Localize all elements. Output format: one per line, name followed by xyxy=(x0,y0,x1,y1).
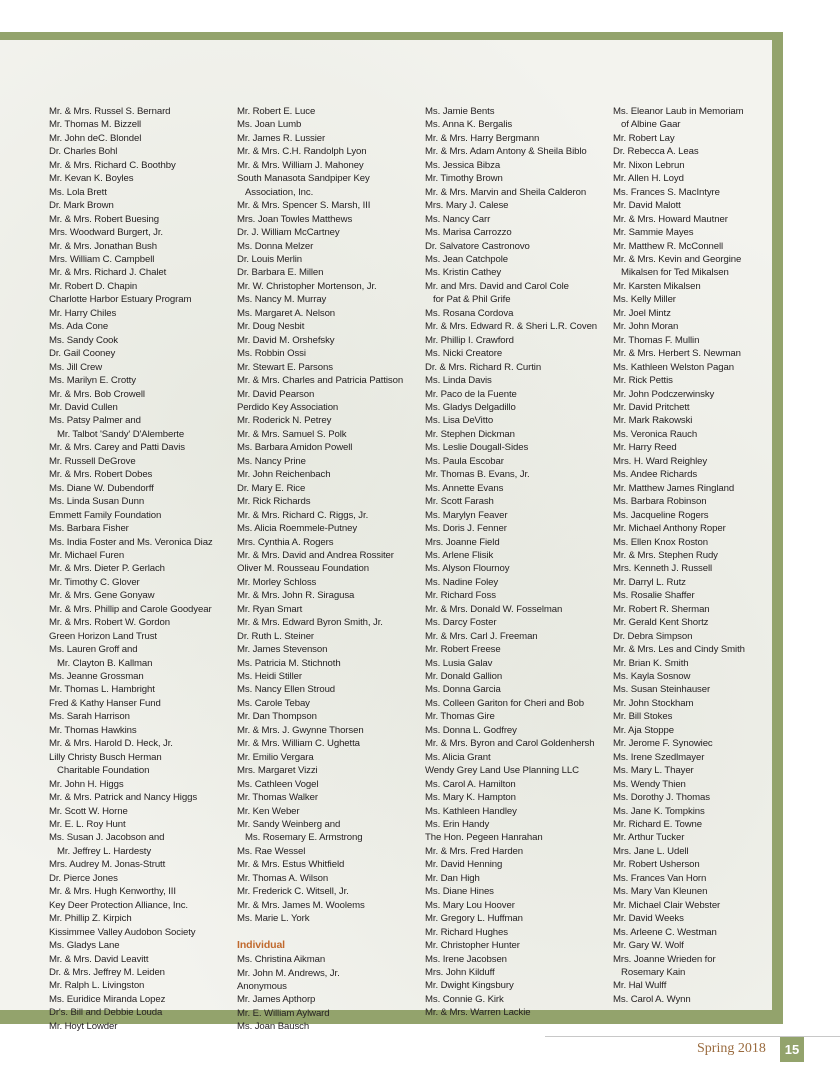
donor-name: Mr. & Mrs. Bob Crowell xyxy=(49,388,145,400)
donor-name: Mr. & Mrs. Stephen Rudy xyxy=(613,549,718,561)
donor-name: Emmett Family Foundation xyxy=(49,509,162,521)
donor-name: Mr. Thomas M. Bizzell xyxy=(49,119,142,131)
donor-name: Mr. Thomas A. Wilson xyxy=(237,872,329,884)
donor-name: Mr. & Mrs. Charles and Patricia Pattison xyxy=(237,375,404,387)
donor-name: Green Horizon Land Trust xyxy=(49,630,157,642)
donor-name: Mr. Frederick C. Witsell, Jr. xyxy=(237,886,349,898)
donor-name: Dr. J. William McCartney xyxy=(237,227,340,239)
donor-name: Mr. & Mrs. Spencer S. Marsh, III xyxy=(237,200,371,212)
donor-name: Mr. & Mrs. Warren Lackie xyxy=(425,1007,531,1019)
donor-name: Mr. E. William Aylward xyxy=(237,1007,330,1019)
donor-name: Mr. Allen H. Loyd xyxy=(613,173,684,185)
donor-name: Mr. Thomas L. Hambright xyxy=(49,684,155,696)
donor-name: Charlotte Harbor Estuary Program xyxy=(49,294,192,306)
donor-name: Mr. Ryan Smart xyxy=(237,603,303,615)
donor-name: Mr. & Mrs. David and Andrea Rossiter xyxy=(237,549,394,561)
donor-name: Mr. Robert Usherson xyxy=(613,859,700,871)
donor-name: Mr. Timothy Brown xyxy=(425,173,503,185)
donor-name: Mr. & Mrs. Marvin and Sheila Calderon xyxy=(425,186,587,198)
donor-name: Mr. David Malott xyxy=(613,200,681,212)
donor-name: Mr. & Mrs. Richard C. Riggs, Jr. xyxy=(237,509,369,521)
donor-name: Mr. Rick Pettis xyxy=(613,375,673,387)
donor-name: Mr. & Mrs. Russel S. Bernard xyxy=(49,106,171,117)
donor-name: Ms. Barbara Robinson xyxy=(613,496,707,508)
donor-name: Mr. James Stevenson xyxy=(237,644,328,656)
donor-name: Dr. Pierce Jones xyxy=(49,872,118,884)
donor-name: Ms. Carol A. Hamilton xyxy=(425,778,516,790)
donor-name: Mr. & Mrs. Robert Buesing xyxy=(49,213,159,225)
donor-name: Ms. Marie L. York xyxy=(237,913,310,925)
donor-name: Ms. Diane Hines xyxy=(425,886,494,898)
donor-name: Ms. Kristin Cathey xyxy=(425,267,502,279)
donor-name: Mr. Gerald Kent Shortz xyxy=(613,617,709,629)
donor-name: Mr. Brian K. Smith xyxy=(613,657,689,669)
donor-name: Dr. Gail Cooney xyxy=(49,348,116,360)
donor-name: Ms. Susan J. Jacobson and xyxy=(49,832,165,844)
donor-name-continuation: for Pat & Phil Grife xyxy=(433,294,511,306)
donor-name: Mr. James Apthorp xyxy=(237,994,316,1006)
donor-name: Mr. Morley Schloss xyxy=(237,576,317,588)
donor-name: Mrs. William C. Campbell xyxy=(49,253,155,265)
donor-name: Ms. Mary Van Kleunen xyxy=(613,886,708,898)
donor-name: Mr. Arthur Tucker xyxy=(613,832,685,844)
donor-name: Dr. Rebecca A. Leas xyxy=(613,146,699,158)
donor-name: Mr. Russell DeGrove xyxy=(49,455,136,467)
donor-name: Ms. Barbara Amidon Powell xyxy=(237,442,353,454)
donor-name: Ms. Doris J. Fenner xyxy=(425,523,507,535)
donor-name: Ms. Robbin Ossi xyxy=(237,348,306,360)
donor-name: Mr. Gregory L. Huffman xyxy=(425,913,523,925)
donor-name: Ms. Mary K. Hampton xyxy=(425,792,516,804)
donor-name: Ms. Patsy Palmer and xyxy=(49,415,141,427)
donor-name: Mr. & Mrs. Samuel S. Polk xyxy=(237,428,347,440)
donor-name: Mrs. Joanne Wrieden for xyxy=(613,953,716,965)
donor-name: Oliver M. Rousseau Foundation xyxy=(237,563,370,575)
donor-name: Ms. Diane W. Dubendorff xyxy=(49,482,154,494)
donor-name: Mr. & Mrs. Estus Whitfield xyxy=(237,859,345,871)
donor-name: Mr. Darryl L. Rutz xyxy=(613,576,686,588)
donor-name: Mr. Thomas Gire xyxy=(425,711,495,723)
donor-name: Mr. & Mrs. Robert Dobes xyxy=(49,469,153,481)
donor-name: Mr. Hal Wulff xyxy=(613,980,667,992)
donor-name: Ms. Nadine Foley xyxy=(425,576,499,588)
donor-name: Mr. & Mrs. Patrick and Nancy Higgs xyxy=(49,792,198,804)
donor-name: Ms. Nancy M. Murray xyxy=(237,294,327,306)
donor-column-1 xyxy=(49,105,213,1033)
donor-name: Mr. Scott W. Horne xyxy=(49,805,128,817)
donor-name: Mrs. Kenneth J. Russell xyxy=(613,563,713,575)
donor-name: Ms. Ada Cone xyxy=(49,321,109,333)
donor-name: Ms. Marilyn E. Crotty xyxy=(49,375,136,387)
donor-name: Dr's. Bill and Debbie Louda xyxy=(49,1007,163,1019)
donor-name: Mr. Thomas Hawkins xyxy=(49,724,137,736)
donor-name: Mr. John deC. Blondel xyxy=(49,132,142,144)
donor-name: Mr. Michael Anthony Roper xyxy=(613,523,726,535)
donor-name: Fred & Kathy Hanser Fund xyxy=(49,697,161,709)
donor-name: Ms. Frances S. MacIntyre xyxy=(613,186,720,198)
donor-name: Mr. & Mrs. Howard Mautner xyxy=(613,213,728,225)
donor-name: Ms. Rosalie Shaffer xyxy=(613,590,695,602)
donor-name: Ms. India Foster and Ms. Veronica Diaz xyxy=(49,536,213,548)
donor-column-2 xyxy=(237,105,403,1034)
donor-name: Dr. & Mrs. Jeffrey M. Leiden xyxy=(49,967,165,978)
donor-name: Mr. E. L. Roy Hunt xyxy=(49,819,126,831)
donor-name: Mr. & Mrs. Gene Gonyaw xyxy=(49,590,155,602)
donor-name: Mr. Dwight Kingsbury xyxy=(425,980,514,992)
donor-name: Dr. Salvatore Castronovo xyxy=(425,240,530,252)
donor-name: Mr. David Henning xyxy=(425,859,503,871)
donor-name: Ms. Gladys Lane xyxy=(49,940,120,952)
donor-name: Ms. Lola Brett xyxy=(49,186,107,198)
donor-name: Mr. Richard E. Towne xyxy=(613,819,702,831)
donor-name: Ms. Joan Bausch xyxy=(237,1021,310,1033)
donor-name: Ms. Jane K. Tompkins xyxy=(613,805,705,817)
donor-name: Ms. Kelly Miller xyxy=(613,294,676,306)
donor-name: South Manasota Sandpiper Key xyxy=(237,173,370,185)
donor-name: Ms. Arlene Flisik xyxy=(425,549,494,561)
donor-name: Ms. Arleene C. Westman xyxy=(613,926,717,938)
donor-name: Mr. & Mrs. J. Gwynne Thorsen xyxy=(237,724,364,736)
donor-name: Ms. Dorothy J. Thomas xyxy=(613,792,710,804)
donor-name: Ms. Kathleen Welston Pagan xyxy=(613,361,734,373)
donor-name: Mr. Scott Farash xyxy=(425,496,494,508)
donor-name: Mr. Phillip I. Crawford xyxy=(425,334,514,346)
donor-column-4 xyxy=(613,105,745,1006)
donor-name: Ms. Cathleen Vogel xyxy=(237,778,319,790)
donor-name: Ms. Wendy Thien xyxy=(613,778,686,790)
donor-name: Ms. Christina Aikman xyxy=(237,954,326,966)
donor-name: Mrs. Audrey M. Jonas-Strutt xyxy=(49,859,166,871)
donor-name: Dr. Louis Merlin xyxy=(237,253,303,265)
donor-name: Mr. & Mrs. Edward R. & Sheri L.R. Coven xyxy=(425,321,598,333)
donor-name: Dr. & Mrs. Richard R. Curtin xyxy=(425,361,542,373)
donor-name: Ms. Sarah Harrison xyxy=(49,711,130,723)
donor-name: Wendy Grey Land Use Planning LLC xyxy=(425,765,579,777)
donor-name: Ms. Marisa Carrozzo xyxy=(425,227,512,239)
donor-list-panel xyxy=(0,40,772,1033)
donor-name: Mr. Phillip Z. Kirpich xyxy=(49,913,132,925)
donor-name: Ms. Jeanne Grossman xyxy=(49,671,144,683)
donor-name: Ms. Kayla Sosnow xyxy=(613,671,691,683)
donor-name-continuation: Mr. Clayton B. Kallman xyxy=(57,657,153,669)
donor-name: Ms. Eleanor Laub in Memoriam xyxy=(613,106,744,117)
donor-name: Ms. Ellen Knox Roston xyxy=(613,536,708,548)
donor-name: Mr. David Pritchett xyxy=(613,401,690,413)
donor-name: Dr. Barbara E. Millen xyxy=(237,267,324,279)
donor-name: Mr. Dan Thompson xyxy=(237,711,317,723)
donor-name: Mr. Stewart E. Parsons xyxy=(237,361,333,373)
donor-name: Mr. Ken Weber xyxy=(237,805,300,817)
donor-name: Ms. Donna L. Godfrey xyxy=(425,724,517,736)
donor-name: Ms. Darcy Foster xyxy=(425,617,497,629)
donor-name: Mr. Timothy C. Glover xyxy=(49,576,140,588)
donor-name: Mr. & Mrs. Kevin and Georgine xyxy=(613,253,742,265)
section-heading: Individual xyxy=(237,938,286,951)
donor-name: Ms. Linda Davis xyxy=(425,375,492,387)
donor-name: Ms. Nancy Prine xyxy=(237,455,306,467)
donor-name: Mr. Nixon Lebrun xyxy=(613,159,685,171)
donor-name: Ms. Joan Lumb xyxy=(237,119,302,131)
donor-name: Ms. Lauren Groff and xyxy=(49,644,138,656)
donor-name: Mr. Thomas B. Evans, Jr. xyxy=(425,469,530,481)
donor-name: Mr. & Mrs. Hugh Kenworthy, III xyxy=(49,886,176,898)
donor-name: Mr. Harry Chiles xyxy=(49,307,117,319)
donor-name: Mr. Rick Richards xyxy=(237,496,311,508)
donor-name: Mr. & Mrs. Richard J. Chalet xyxy=(49,267,167,279)
donor-name: Mr. Matthew James Ringland xyxy=(613,482,735,494)
donor-name: Ms. Leslie Dougall-Sides xyxy=(425,442,529,454)
donor-name: Mr. Robert E. Luce xyxy=(237,106,316,117)
donor-name: Mr. & Mrs. Edward Byron Smith, Jr. xyxy=(237,617,383,629)
donor-name: Anonymous xyxy=(237,981,287,992)
donor-name: Ms. Lusia Galav xyxy=(425,657,493,669)
donor-name: Ms. Sandy Cook xyxy=(49,334,118,346)
donor-name: Ms. Carol A. Wynn xyxy=(613,993,691,1005)
donor-name: Mr. John Reichenbach xyxy=(237,469,331,481)
donor-name: Mr. and Mrs. David and Carol Cole xyxy=(425,280,569,292)
donor-name: Ms. Jacqueline Rogers xyxy=(613,509,709,521)
donor-name: Mr. John M. Andrews, Jr. xyxy=(237,967,340,979)
donor-name: Mr. Christopher Hunter xyxy=(425,940,520,952)
donor-name: Ms. Nancy Carr xyxy=(425,213,491,225)
donor-name: Mr. Michael Furen xyxy=(49,549,125,561)
donor-name: Mr. Jerome F. Synowiec xyxy=(613,738,713,750)
donor-name: Ms. Rae Wessel xyxy=(237,845,306,857)
donor-name: Mr. Sammie Mayes xyxy=(613,227,694,239)
donor-name: Mr. James R. Lussier xyxy=(237,132,326,144)
donor-name: Mr. & Mrs. William J. Mahoney xyxy=(237,159,364,171)
donor-name: Mr. & Mrs. Carey and Patti Davis xyxy=(49,442,185,454)
donor-name: Mr. & Mrs. Phillip and Carole Goodyear xyxy=(49,603,212,615)
donor-name: Mr. & Mrs. Adam Antony & Sheila Biblo xyxy=(425,146,587,158)
donor-name: Ms. Jamie Bents xyxy=(425,106,495,117)
donor-name: Ms. Susan Steinhauser xyxy=(613,684,711,696)
donor-name: Mr. John Podczerwinsky xyxy=(613,388,715,400)
donor-name: Ms. Donna Garcia xyxy=(425,684,501,696)
donor-name: Mr. Robert R. Sherman xyxy=(613,603,710,615)
donor-name: Mr. & Mrs. Richard C. Boothby xyxy=(49,159,176,171)
donor-name: Dr. Charles Bohl xyxy=(49,146,118,158)
donor-name: Ms. Andee Richards xyxy=(613,469,698,481)
donor-name: The Hon. Pegeen Hanrahan xyxy=(425,832,543,844)
donor-name: Ms. Nicki Creatore xyxy=(425,348,503,360)
donor-name: Ms. Annette Evans xyxy=(425,482,504,494)
donor-name: Ms. Lisa DeVitto xyxy=(425,415,494,427)
donor-name: Mrs. Joan Towles Matthews xyxy=(237,213,353,225)
donor-name: Mr. Bill Stokes xyxy=(613,711,673,723)
donor-name: Ms. Mary L. Thayer xyxy=(613,765,694,777)
donor-name: Mr. & Mrs. Fred Harden xyxy=(425,845,524,857)
donor-name: Ms. Colleen Gariton for Cheri and Bob xyxy=(425,697,584,709)
donor-name: Ms. Alyson Flournoy xyxy=(425,563,510,575)
donor-name: Ms. Euridice Miranda Lopez xyxy=(49,993,166,1005)
donor-name: Mrs. Cynthia A. Rogers xyxy=(237,536,334,548)
donor-name: Ms. Irene Jacobsen xyxy=(425,953,507,965)
donor-name: Mrs. Woodward Burgert, Jr. xyxy=(49,227,163,239)
donor-name: Mr. Dan High xyxy=(425,872,480,884)
donor-name: Mr. Doug Nesbit xyxy=(237,321,305,333)
donor-name: Ms. Anna K. Bergalis xyxy=(425,119,513,131)
donor-name: Ms. Connie G. Kirk xyxy=(425,993,504,1005)
donor-name: Mr. Hoyt Lowder xyxy=(49,1020,118,1032)
donor-name: Mr. & Mrs. Dieter P. Gerlach xyxy=(49,563,165,575)
donor-name: Ms. Nancy Ellen Stroud xyxy=(237,684,336,696)
donor-name: Mr. Emilio Vergara xyxy=(237,751,314,763)
donor-name: Mr. Matthew R. McConnell xyxy=(613,240,724,252)
donor-name: Mrs. Margaret Vizzi xyxy=(237,765,318,777)
donor-name: Mr. & Mrs. Les and Cindy Smith xyxy=(613,644,745,656)
donor-name-continuation: Ms. Rosemary E. Armstrong xyxy=(245,832,363,844)
donor-name: Mr. & Mrs. C.H. Randolph Lyon xyxy=(237,146,367,158)
donor-name: Mr. & Mrs. John R. Siragusa xyxy=(237,590,355,602)
donor-name: Mr. Harry Reed xyxy=(613,442,677,454)
donor-name: Dr. Mark Brown xyxy=(49,200,114,212)
donor-name: Mr. & Mrs. Carl J. Freeman xyxy=(425,630,538,642)
donor-column-3 xyxy=(425,105,597,1020)
donor-name: Mr. Michael Clair Webster xyxy=(613,899,721,911)
donor-name: Mr. & Mrs. Herbert S. Newman xyxy=(613,348,741,360)
donor-name: Mr. John Moran xyxy=(613,321,679,333)
donor-name: Ms. Paula Escobar xyxy=(425,455,504,467)
donor-name-continuation: Association, Inc. xyxy=(245,186,314,198)
donor-name: Ms. Gladys Delgadillo xyxy=(425,401,516,413)
donor-name: Mr. & Mrs. David Leavitt xyxy=(49,953,149,965)
donor-name: Mr. Roderick N. Petrey xyxy=(237,415,332,427)
donor-name: Mr. Richard Foss xyxy=(425,590,496,602)
donor-name: Dr. Mary E. Rice xyxy=(237,482,306,494)
donor-name: Mr. Robert Lay xyxy=(613,132,675,144)
donor-name: Mr. David Cullen xyxy=(49,401,118,413)
donor-name: Lilly Christy Busch Herman xyxy=(49,751,162,763)
donor-name: Mr. & Mrs. William C. Ughetta xyxy=(237,738,360,750)
donor-name: Ms. Marylyn Feaver xyxy=(425,509,508,521)
footer-issue-label: Spring 2018 xyxy=(697,1041,766,1056)
donor-name: Mr. Joel Mintz xyxy=(613,307,671,319)
donor-name: Mrs. Joanne Field xyxy=(425,536,500,548)
donor-name: Ms. Alicia Roemmele-Putney xyxy=(237,523,358,535)
donor-name: Key Deer Protection Alliance, Inc. xyxy=(49,899,188,911)
donor-name-continuation: Mr. Jeffrey L. Hardesty xyxy=(57,845,152,857)
donor-name: Ms. Patricia M. Stichnoth xyxy=(237,657,341,669)
donor-name: Mr. Mark Rakowski xyxy=(613,415,693,427)
donor-name: Mrs. John Kilduff xyxy=(425,967,495,978)
donor-name: Ms. Carole Tebay xyxy=(237,697,310,709)
donor-name: Mrs. H. Ward Reighley xyxy=(613,455,708,467)
donor-name: Ms. Barbara Fisher xyxy=(49,523,129,535)
donor-name: Mrs. Mary J. Calese xyxy=(425,200,509,212)
donor-name: Mr. Sandy Weinberg and xyxy=(237,819,341,831)
donor-name: Ms. Linda Susan Dunn xyxy=(49,496,145,508)
donor-name: Mrs. Jane L. Udell xyxy=(613,845,689,857)
donor-name: Mr. Richard Hughes xyxy=(425,926,508,938)
donor-name: Mr. Ralph L. Livingston xyxy=(49,980,145,992)
donor-name: Ms. Margaret A. Nelson xyxy=(237,307,336,319)
donor-name: Dr. Ruth L. Steiner xyxy=(237,630,315,642)
donor-name: Ms. Mary Lou Hoover xyxy=(425,899,515,911)
donor-name: Mr. Robert D. Chapin xyxy=(49,280,138,292)
donor-name: Mr. Karsten Mikalsen xyxy=(613,280,701,292)
donor-name: Ms. Kathleen Handley xyxy=(425,805,517,817)
donor-name: Mr. Kevan K. Boyles xyxy=(49,173,134,185)
donor-name-continuation: Mr. Talbot 'Sandy' D'Alemberte xyxy=(57,428,185,440)
donor-name: Perdido Key Association xyxy=(237,401,339,413)
donor-name: Mr. Paco de la Fuente xyxy=(425,388,517,400)
donor-name: Mr. John H. Higgs xyxy=(49,778,124,790)
donor-name: Mr. Gary W. Wolf xyxy=(613,940,684,952)
donor-name: Mr. David M. Orshefsky xyxy=(237,334,335,346)
donor-name: Mr. & Mrs. Byron and Carol Goldenhersh xyxy=(425,738,595,750)
donor-name: Mr. Thomas Walker xyxy=(237,792,318,804)
donor-name: Mr. Aja Stoppe xyxy=(613,724,674,736)
donor-name-continuation: Charitable Foundation xyxy=(57,765,150,777)
donor-name: Ms. Jill Crew xyxy=(49,361,103,373)
donor-name: Kissimmee Valley Audobon Society xyxy=(49,926,196,938)
donor-name-continuation: of Albine Gaar xyxy=(621,119,681,131)
donor-name: Ms. Alicia Grant xyxy=(425,751,491,763)
donor-name: Mr. & Mrs. James M. Woolems xyxy=(237,899,365,911)
donor-name: Mr. Thomas F. Mullin xyxy=(613,334,700,346)
donor-name: Ms. Jean Catchpole xyxy=(425,253,508,265)
donor-name: Ms. Frances Van Horn xyxy=(613,872,707,884)
donor-name: Dr. Debra Simpson xyxy=(613,630,693,642)
donor-name: Mr. David Pearson xyxy=(237,388,315,400)
donor-name: Mr. & Mrs. Robert W. Gordon xyxy=(49,617,170,629)
donor-name: Mr. W. Christopher Mortenson, Jr. xyxy=(237,280,377,292)
donor-name: Ms. Irene Szedlmayer xyxy=(613,751,705,763)
donor-name: Mr. Donald Gallion xyxy=(425,671,503,683)
donor-name: Mr. & Mrs. Donald W. Fosselman xyxy=(425,603,563,615)
donor-name: Mr. & Mrs. Harold D. Heck, Jr. xyxy=(49,738,173,750)
donor-name: Ms. Jessica Bibza xyxy=(425,159,501,171)
donor-name: Ms. Donna Melzer xyxy=(237,240,314,252)
donor-name: Mr. & Mrs. Harry Bergmann xyxy=(425,132,540,144)
donor-name: Mr. Stephen Dickman xyxy=(425,428,515,440)
donor-name: Mr. John Stockham xyxy=(613,697,694,709)
donor-name: Ms. Erin Handy xyxy=(425,819,490,831)
donor-name: Ms. Heidi Stiller xyxy=(237,671,302,683)
donor-name: Ms. Rosana Cordova xyxy=(425,307,514,319)
donor-name-continuation: Mikalsen for Ted Mikalsen xyxy=(621,267,729,279)
donor-name: Mr. David Weeks xyxy=(613,913,684,925)
donor-name: Ms. Veronica Rauch xyxy=(613,428,698,440)
donor-name: Mr. & Mrs. Jonathan Bush xyxy=(49,240,157,252)
page-number: 15 xyxy=(780,1037,804,1062)
donor-name-continuation: Rosemary Kain xyxy=(621,967,686,978)
donor-name: Mr. Robert Freese xyxy=(425,644,501,656)
